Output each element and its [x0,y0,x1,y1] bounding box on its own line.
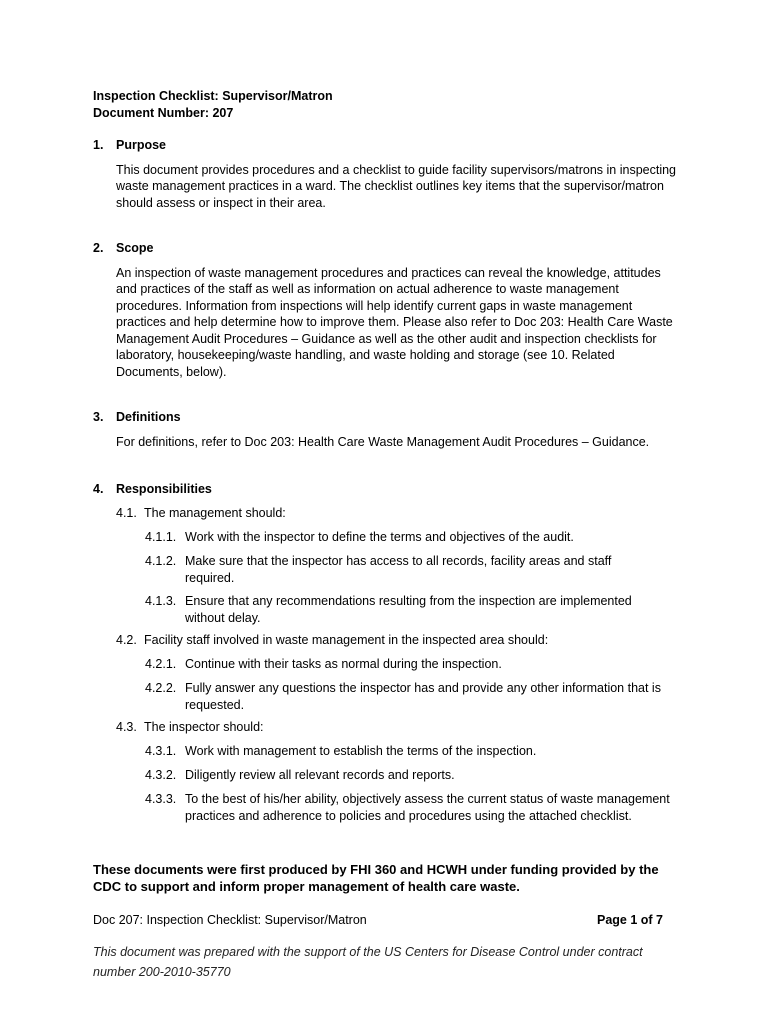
section-body: An inspection of waste management procedures and practices can reveal the knowledge, attitudes and practices of the staff as well as information on actual adherence to waste management procedures. Information from inspections will help identify current gaps in waste management practices and help determine how to improve them. Please also refer to Doc 203: Health Care Waste Management Audit Procedures – Guidance as well as the other audit and inspection checklists for laboratory, housekeeping/waste handling, and waste holding and storage (see 10. Related Documents, below). [116,265,673,379]
list-item [145,593,675,626]
section-definitions [93,409,683,450]
item-text: To the best of his/her ability, objectively assess the current status of waste management practices and adherence to policies and procedures using the attached checklist. [185,792,670,823]
section-number: 4. [93,482,104,496]
section-heading [93,240,683,257]
item-number: 4.3.1. [145,744,177,758]
item-number: 4.1.3. [145,594,177,608]
list-item [145,767,675,784]
page-number: Page 1 of 7 [597,913,663,927]
section-body: For definitions, refer to Doc 203: Health Care Waste Management Audit Procedures – Guidance. [116,434,650,449]
item-number: 4.3.3. [145,792,177,806]
section-number: 3. [93,410,104,424]
list-item [145,680,675,713]
subsection-number: 4.2. [116,633,137,647]
subsection-management [116,505,676,522]
item-number: 4.3.2. [145,768,177,782]
section-title: Definitions [116,410,181,424]
list-item [145,553,675,586]
subsection-staff [116,632,676,649]
document-number: Document Number: 207 [93,105,234,120]
section-heading [93,481,683,498]
support-statement: This document was prepared with the support of the US Centers for Disease Control under contract number 200-2010-35770 [93,945,643,979]
subsection-inspector [116,719,676,736]
subsection-number: 4.1. [116,506,137,520]
subsection-label: Facility staff involved in waste management in the inspected area should: [144,633,549,647]
item-text: Ensure that any recommendations resulting from the inspection are implemented without delay. [185,594,632,625]
section-purpose [93,137,683,211]
item-number: 4.2.2. [145,681,177,695]
document-header [93,88,333,121]
list-item [145,791,675,824]
section-heading [93,409,683,426]
item-number: 4.2.1. [145,657,177,671]
item-number: 4.1.2. [145,554,177,568]
subsection-label: The inspector should: [144,720,264,734]
subsection-number: 4.3. [116,720,137,734]
section-title: Purpose [116,138,167,152]
item-text: Diligently review all relevant records and reports. [185,768,455,782]
section-body: This document provides procedures and a checklist to guide facility supervisors/matrons in inspecting waste management practices in a ward. The checklist outlines key items that the supervisor/matron should assess or inspect in their area. [116,162,676,210]
item-text: Work with management to establish the terms of the inspection. [185,744,537,758]
item-text: Fully answer any questions the inspector has and provide any other information that is requested. [185,681,661,712]
section-title: Responsibilities [116,482,212,496]
section-heading [93,137,683,154]
section-title: Scope [116,241,154,255]
item-text: Continue with their tasks as normal during the inspection. [185,657,502,671]
list-item [145,743,675,760]
funding-note: These documents were first produced by FHI 360 and HCWH under funding provided by the CDC to support and inform proper management of health care waste. [93,862,659,894]
list-item [145,529,675,546]
item-text: Make sure that the inspector has access to all records, facility areas and staff required. [185,554,612,585]
list-item [145,656,675,673]
item-number: 4.1.1. [145,530,177,544]
document-title: Inspection Checklist: Supervisor/Matron [93,89,333,103]
section-number: 2. [93,241,104,255]
footer-doc-reference: Doc 207: Inspection Checklist: Supervisor/Matron [93,913,367,927]
page-footer [93,912,663,929]
item-text: Work with the inspector to define the terms and objectives of the audit. [185,530,574,544]
section-number: 1. [93,138,104,152]
section-scope [93,240,683,380]
section-responsibilities [93,481,683,498]
subsection-label: The management should: [144,506,286,520]
